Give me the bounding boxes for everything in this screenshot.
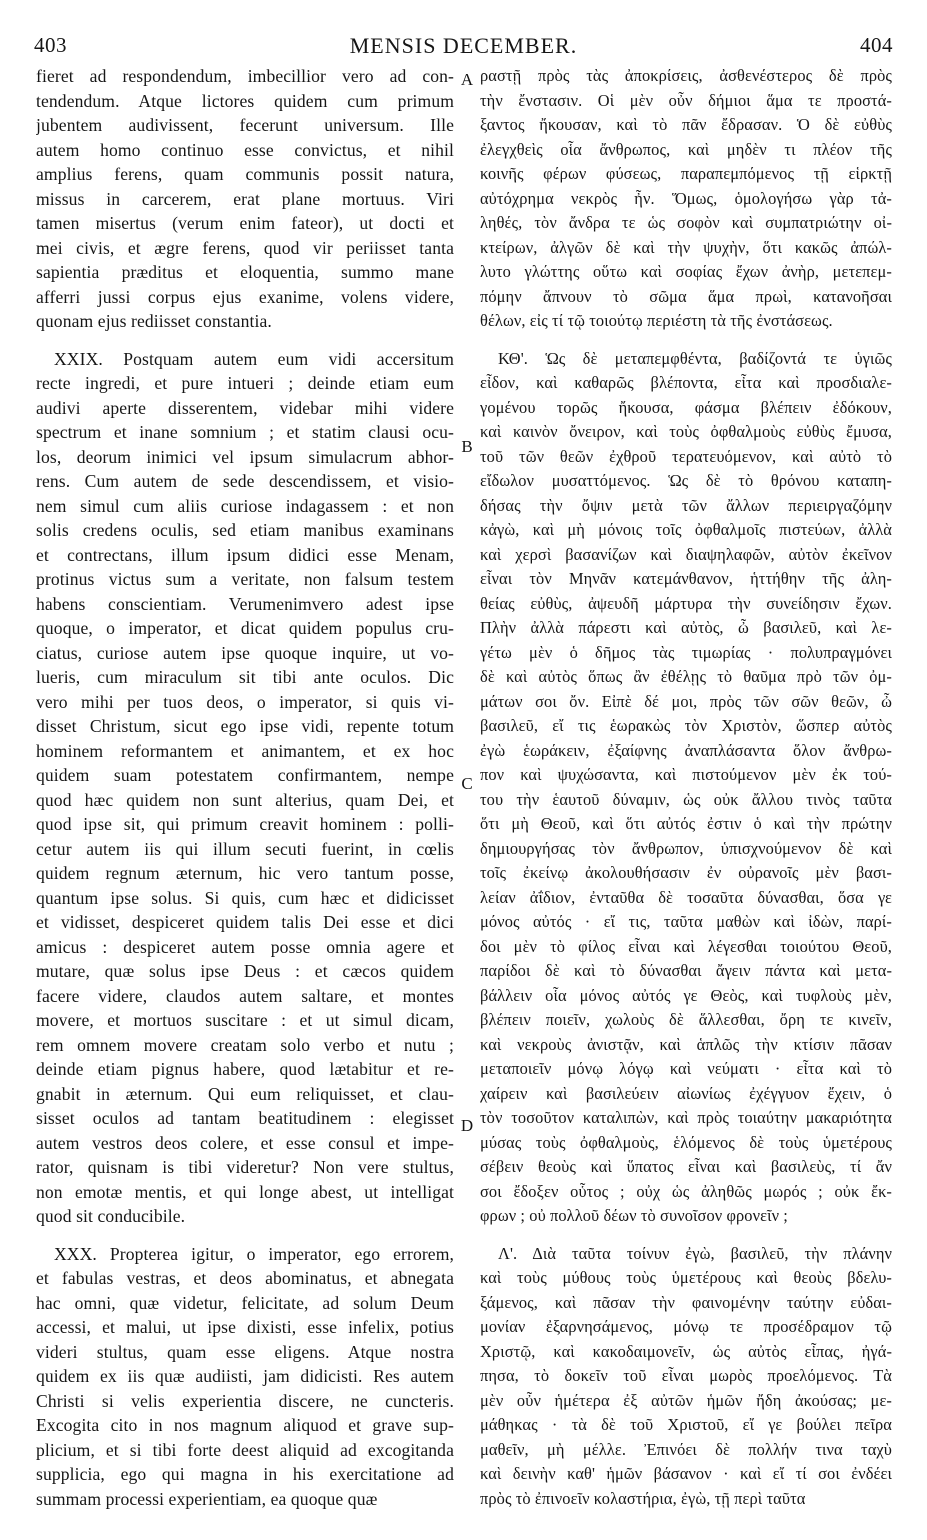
latin-text-line: deinde etiam pignus habere, quod lætabitur et re- — [36, 1059, 454, 1079]
greek-text-line: τὸν τοσοῦτον καταλιπὼν, καὶ πρὸς τοιαύτην μακαριότητα — [480, 1108, 892, 1127]
latin-text-line: et contrectans, illum ipsum didici esse Menam, — [36, 544, 454, 565]
latin-text-line: sapientia præditus et eloquentia, summo mane — [36, 262, 454, 282]
greek-text-line: δὲ καὶ αὐτὸς ὅπως ἂν ἐθέλῃς τὸ θαῦμα πρὸ τῶν ὀμ- — [480, 667, 892, 686]
greek-text-line: μεταποιεῖν μόνῳ λόγῳ καὶ νεύματι · εἶτα καὶ τὸ — [480, 1059, 892, 1078]
greek-text-line: γέτω μὲν ὁ δῆμος τὰς τιμωρίας · πολυπραγμόνει — [480, 642, 892, 662]
paragraph-gap — [480, 334, 892, 347]
greek-text-line: θείας εὐθὺς, ἀψευδῆ μάρτυρα τὴν συνείδησιν ἔχων. — [480, 593, 892, 613]
latin-text-line: summam processi experientiam, ea quoque quæ — [36, 1488, 378, 1509]
latin-text-line: habens conscientiam. Verumenimvero adest ipse — [36, 593, 454, 614]
latin-text-line: jubentem audivissent, fecerunt universum. Ille — [36, 115, 454, 135]
greek-text-line: καὶ τοὺς μύθους τοὺς ὑμετέρους καὶ θεοὺς βδελυ- — [480, 1268, 892, 1287]
greek-text-line: μάθηκας · τὰ δὲ τοῦ Χριστοῦ, εἴ γε βούλει πεῖρα — [480, 1415, 892, 1434]
latin-text-line: et fabulas vestras, et deos abominatus, et abnegata — [36, 1268, 454, 1288]
latin-text-line: non emotæ mentis, et qui longe abest, ut intelligat — [36, 1181, 454, 1202]
latin-text-line: hominem reformantem et animantem, et ex hoc — [36, 740, 454, 761]
greek-text-line: δημιουργήσας τὸν ἄνθρωπον, ὑπισχνούμενον δὲ καὶ — [480, 838, 892, 858]
greek-text-line: Χριστῷ, καὶ κακοδαιμονεῖν, ὡς αὐτὸς εἶπας, ἠγά- — [480, 1341, 892, 1361]
greek-text-line: εἶδον, καὶ καθαρῶς βλέποντα, εἶτα καὶ προσδιαλε- — [480, 373, 892, 392]
latin-text-line: quidem regnum æternum, hic vero tantum posse, — [36, 863, 454, 883]
page-number-right: 404 — [860, 33, 893, 57]
greek-text-line: ΚΘ'. Ὡς δὲ μεταπεμφθέντα, βαδίζοντά τε ὑγιῶς — [498, 348, 892, 368]
latin-text-line: los, deorum inimici vel ipsum simulacrum abhor- — [36, 446, 454, 467]
latin-text-line: rens. Cum autem de sede descendissem, et visio- — [36, 471, 454, 491]
latin-text-line: gnabit in æternum. Qui eum reliquisset, et clau- — [36, 1083, 454, 1104]
latin-text-line: amicus : despiceret autem posse omnia agere et — [36, 936, 454, 957]
greek-text-line: Λ'. Διὰ ταῦτα τοίνυν ἐγὼ, βασιλεῦ, τὴν πλάνην — [498, 1243, 892, 1263]
latin-text-line: accessi, et malui, ut ipse dixisti, esse infelix, potius — [36, 1317, 454, 1337]
greek-text-line: σέβειν θεοὺς καὶ ὕπατος εἶναι καὶ βασιλεὺς, τί ἄν — [480, 1157, 892, 1176]
latin-text-line: mei civis, et ægre ferens, quod vir periisset tanta — [36, 237, 454, 258]
latin-text-line: protinus victus sum a veritate, non falsum testem — [36, 569, 454, 589]
latin-text-line: tamen misertus (verum enim fateor), ut docti et — [36, 213, 454, 233]
latin-text-line: autem homo continuo esse convictus, et nihil — [36, 139, 454, 160]
latin-text-line: XXX. Propterea igitur, o imperator, ego errorem, — [54, 1243, 454, 1264]
latin-text-line: nem simul cum aliis curiose indagassem : et non — [36, 495, 454, 516]
greek-text-line: ἐγὼ ἑωράκειν, ἐξαίφνης ἀναπλάσαντα ὅλον ἄνθρω- — [480, 740, 892, 760]
greek-text-line: λυτο γλώττης οὕτω καὶ σοφίας ἔχων ἀνὴρ, μετεπεμ- — [480, 262, 892, 281]
greek-text-line: ἐλεγχθεὶς οἷα ἄνθρωπος, καὶ μηδὲν τι πλέον τῆς — [480, 139, 892, 159]
greek-text-line: γομένου τορῶς ἤκουσα, φάσμα βλέπειν ἐδόκουν, — [480, 397, 892, 417]
greek-text-line: ραστῇ πρὸς τὰς ἀποκρίσεις, ἀσθενέστερος δὲ πρὸς — [480, 66, 892, 85]
latin-text-line: quidem suam potestatem confirmantem, nempe — [36, 765, 454, 785]
greek-text-line: κοινῆς φέρων φύσεως, παραπεμπόμενος τῇ εἱρκτῇ — [480, 164, 892, 183]
greek-text-line: δήσας τὴν ὄψιν μετὰ τῶν ἄλλων περιειργαζόμην — [480, 495, 892, 515]
greek-text-line: αὐτόχρημα νεκρὸς ἦν. Ὅμως, ὁμολογήσω γὰρ τἀ- — [480, 188, 892, 208]
margin-marker-a: A — [460, 70, 474, 89]
greek-text-line: πησα, τὸ δοκεῖν τοῦ εἶναι μωρὸς προελόμενος. Τὰ — [480, 1366, 892, 1385]
latin-text-line: quod ipse sit, qui primum creavit hominem : polli- — [36, 814, 454, 834]
latin-text-line: recte ingredi, et pure intueri ; deinde etiam eum — [36, 373, 454, 393]
latin-text-line: supplicia, ego qui magna in his exercitatione ad — [36, 1464, 454, 1484]
page-number-left: 403 — [34, 33, 67, 57]
latin-text-line: tendendum. Atque lictores quidem cum primum — [36, 90, 454, 111]
greek-text-line: καὶ δεινὴν καθ' ἡμῶν βάσανον · καὶ εἴ τί σοι ἐνδέει — [480, 1464, 892, 1483]
latin-text-line: fieret ad respondendum, imbecillior vero ad con- — [36, 66, 454, 86]
latin-text-line: mutare, quæ solus ipse Deus : et cæcos quidem — [36, 961, 454, 981]
greek-text-line: ληθές, τὸν ἄνδρα τε ὡς σοφὸν καὶ συμπατριώτην οἰ- — [480, 213, 892, 232]
paragraph-gap — [480, 1229, 892, 1242]
greek-text-line: καὶ καινὸν ὄνειρον, καὶ τοὺς ὀφθαλμοὺς εὐθὺς ἔμυσα, — [480, 422, 892, 441]
latin-text-line: quod hæc quidem non sunt alterius, quam Dei, et — [36, 789, 454, 810]
greek-text-line: χαίρειν καὶ βασιλεύειν αἰωνίως ἐχέγγυον ἔχειν, ὁ — [480, 1083, 892, 1103]
latin-text-line: ciatus, curiose autem ipse quoque inquire, ut vo- — [36, 642, 454, 663]
greek-text-line: μόνος αὐτός · εἴ τις, ταῦτα μαθὼν καὶ ἰδὼν, παρί- — [480, 912, 892, 931]
greek-text-line: κτείρων, ἀλγῶν δὲ καὶ τὴν ψυχὴν, ὅτι κακῶς ἀπώλ- — [480, 237, 892, 257]
running-title: MENSIS DECEMBER. — [349, 33, 578, 58]
greek-text-line: ξάμενος, καὶ πᾶσαν τὴν φαινομένην ταύτην εὐδαι- — [480, 1292, 892, 1312]
latin-text-line: hac omni, quæ videtur, felicitate, ad solum Deum — [36, 1292, 454, 1313]
greek-text-line: μάτων σοι ὄν. Εἰπὲ δέ μοι, πρὸς τῶν σῶν θεῶν, ὦ — [480, 691, 892, 711]
latin-text-line: quod sit conducibile. — [36, 1206, 186, 1226]
greek-text-line: ξαντος ἤκουσαν, καὶ τὸ πᾶν ἔδρασαν. Ὁ δὲ εὐθὺς — [480, 115, 892, 134]
greek-text-line: βάλλειν οἷα μόνος αὐτός γε Θεὸς, καὶ τυφλοὺς μὲν, — [480, 985, 892, 1005]
greek-text-line: παρίδοι δὲ καὶ τὸ δύνασθαι ἄγειν πάντα καὶ μετα- — [480, 961, 892, 980]
latin-text-line: disset Christum, sicut ego ipse vidi, repente totum — [36, 716, 454, 736]
latin-text-line: quonam ejus rediisset constantia. — [36, 311, 272, 331]
latin-text-line: amplius ferens, quam communis possit natura, — [36, 164, 454, 184]
latin-text-line: vero mihi per tuos deos, o imperator, si quis vi- — [36, 691, 454, 712]
greek-text-line: κἀγὼ, καὶ μὴ μόνοις τοῖς ὀφθαλμοῖς πιστεύων, ἀλλὰ — [480, 520, 892, 539]
greek-text-line: πρὸς τὸ ἐπινοεῖν κολαστήρια, ἐγὼ, τῇ περὶ ταῦτα — [480, 1488, 806, 1508]
greek-text-line: εἶναι τὸν Μηνᾶν κατεμάνθανον, ἡττήθην τῆς ἀλη- — [480, 569, 892, 588]
latin-text-line: spectrum et inane somnium ; et statim clausi ocu- — [36, 422, 454, 442]
latin-text-line: cetur autem iis qui illum secuti fuerint, in cœlis — [36, 838, 454, 859]
greek-text-line: μονίαν ἐξαρνησάμενος, μόνῳ τε προσέδραμον τῷ — [480, 1317, 892, 1336]
greek-text-line: θέλων, εἰς τί τῷ τοιούτῳ περιέστη τὰ τῆς ἐνστάσεως. — [480, 311, 833, 330]
latin-text-line: videri stultus, quam esse eligens. Atque nostra — [36, 1341, 454, 1362]
margin-marker-b: B — [461, 437, 473, 456]
latin-text-line: quidem ex iis quæ audiisti, jam didicisti. Res autem — [36, 1366, 454, 1386]
greek-text-line: του τὴν ἑαυτοῦ δύναμιν, ὡς οὐκ ἄλλου τινὸς ταῦτα — [480, 789, 892, 809]
greek-text-line: τοῖς ἐκείνῳ ἀκολουθήσασιν ἐν οὐρανοῖς μὲν βασι- — [480, 863, 892, 882]
latin-text-line: Christi si velis experientia discere, ne cuncteris. — [36, 1390, 454, 1411]
greek-text-line: τὴν ἔνστασιν. Οἱ μὲν οὖν δήμιοι ἅμα τε προστά- — [480, 90, 892, 110]
latin-text-line: Excogita cito in nos magnum aliquod et grave sup- — [36, 1415, 454, 1435]
latin-text-line: rator, quisnam is tibi videretur? Non vere stultus, — [36, 1157, 454, 1177]
greek-text-line: μὲν οὖν ἡμέτερα ἐξ αὐτῶν ἡμῶν ἤδη ἀκούσας; με- — [480, 1390, 892, 1410]
latin-text-line: autem vestros deos colere, et esse consul et impe- — [36, 1132, 454, 1153]
paragraph-gap — [36, 334, 454, 347]
greek-text-line: καὶ νεκροὺς ἀνιστᾷν, καὶ ἁπλῶς τὴν κτίσιν πᾶσαν — [480, 1034, 892, 1054]
latin-text-line: audivi aperte disserentem, videbar mihi videre — [36, 397, 454, 418]
greek-text-line: μαθεῖν, μὴ μέλλε. Ἐπινόει δὲ πολλήν τινα ταχὺ — [480, 1439, 892, 1459]
latin-text-line: rem omnem movere creatam solo verbo et nutu ; — [36, 1034, 454, 1055]
latin-text-line: afferri jussi corpus ejus exanime, volens videre, — [36, 286, 454, 307]
latin-column — [36, 64, 454, 1511]
latin-text-line: et vidisset, despiceret quidem talis Dei esse et dici — [36, 912, 454, 932]
latin-text-line: XXIX. Postquam autem eum vidi accersitum — [54, 348, 454, 369]
latin-text-line: quoque, o imperator, et dicat quidem populus cru- — [36, 618, 454, 638]
latin-text-line: quantum ipse solus. Si quis, cum hæc et didicisset — [36, 887, 454, 908]
latin-text-line: plicium, et si tibi forte deest aliquid ad excogitanda — [36, 1439, 454, 1460]
latin-text-line: lueris, cum miraculum sit tibi ante oculos. Dic — [36, 667, 454, 687]
latin-text-line: missus in carcerem, erat plane mortuus. Viri — [36, 188, 454, 209]
greek-text-line: λείαν ἀΐδιον, ἐνταῦθα δὲ τοσαῦτα δύνασθαι, ὅσα γε — [480, 887, 892, 907]
greek-text-line: δοι μὲν τὸ φίλος εἶναι καὶ λέγεσθαι τοιούτου Θεοῦ, — [480, 936, 892, 956]
paragraph-gap — [36, 1229, 454, 1242]
greek-text-line: σοι ἔδοξεν οὗτος ; οὐχ ὡς ἀληθῶς μωρός ; οὐκ ἔκ- — [480, 1181, 892, 1201]
page-header — [0, 0, 927, 64]
greek-text-line: ὅτι μὴ Θεοῦ, καὶ ὅτι αὐτός ἐστιν ὁ καὶ τὴν πρώτην — [480, 814, 892, 833]
greek-column — [480, 64, 892, 1511]
greek-text-line: εἴδωλον μυσαττόμενος. Ὡς δὲ τὸ θρόνου καταπη- — [480, 471, 892, 490]
latin-text-line: solis credens oculis, sed etiam manibus examinans — [36, 520, 454, 540]
latin-text-line: sisset oculos ad tantam beatitudinem : elegisset — [36, 1108, 454, 1128]
latin-text-line: movere, et mortuos suscitare : et ut simul dicam, — [36, 1010, 454, 1030]
greek-text-line: πον καὶ ψυχώσαντα, καὶ πιστούμενον μὲν ἐκ τού- — [480, 765, 892, 784]
greek-text-line: μύσας τοὺς ὀφθαλμοὺς, ἑλόμενος δὲ τοὺς ὑμετέρους — [480, 1132, 892, 1152]
greek-text-line: Πλὴν ἀλλὰ πάρεστι καὶ αὐτὸς, ὦ βασιλεῦ, καὶ λε- — [480, 618, 892, 637]
greek-text-line: πόμην ἄπνουν τὸ σῶμα ἅμα πρωὶ, κατανοῆσαι — [480, 286, 892, 306]
greek-text-line: φρων ; οὐ πολλοῦ δέων τὸ συνοῖσον φρονεῖν ; — [480, 1206, 788, 1225]
margin-marker-d: D — [460, 1116, 474, 1135]
greek-text-line: καὶ χερσὶ βασανίζων καὶ διαψηλαφῶν, αὐτὸν ἐκεῖνον — [480, 544, 892, 564]
greek-text-line: τοῦ τῶν θεῶν ἐχθροῦ τερατευόμενον, καὶ αὐτὸ τὸ — [480, 446, 892, 466]
greek-text-line: βασιλεῦ, εἴ τις ἑωρακὼς τὸν Χριστὸν, ὥσπερ αὐτὸς — [480, 716, 892, 735]
latin-text-line: facere videre, claudos autem saltare, et montes — [36, 985, 454, 1006]
margin-marker-c: C — [461, 774, 473, 793]
greek-text-line: βλέπειν ποιεῖν, χωλοὺς δὲ ἅλλεσθαι, ὄρη τε κινεῖν, — [480, 1010, 892, 1029]
